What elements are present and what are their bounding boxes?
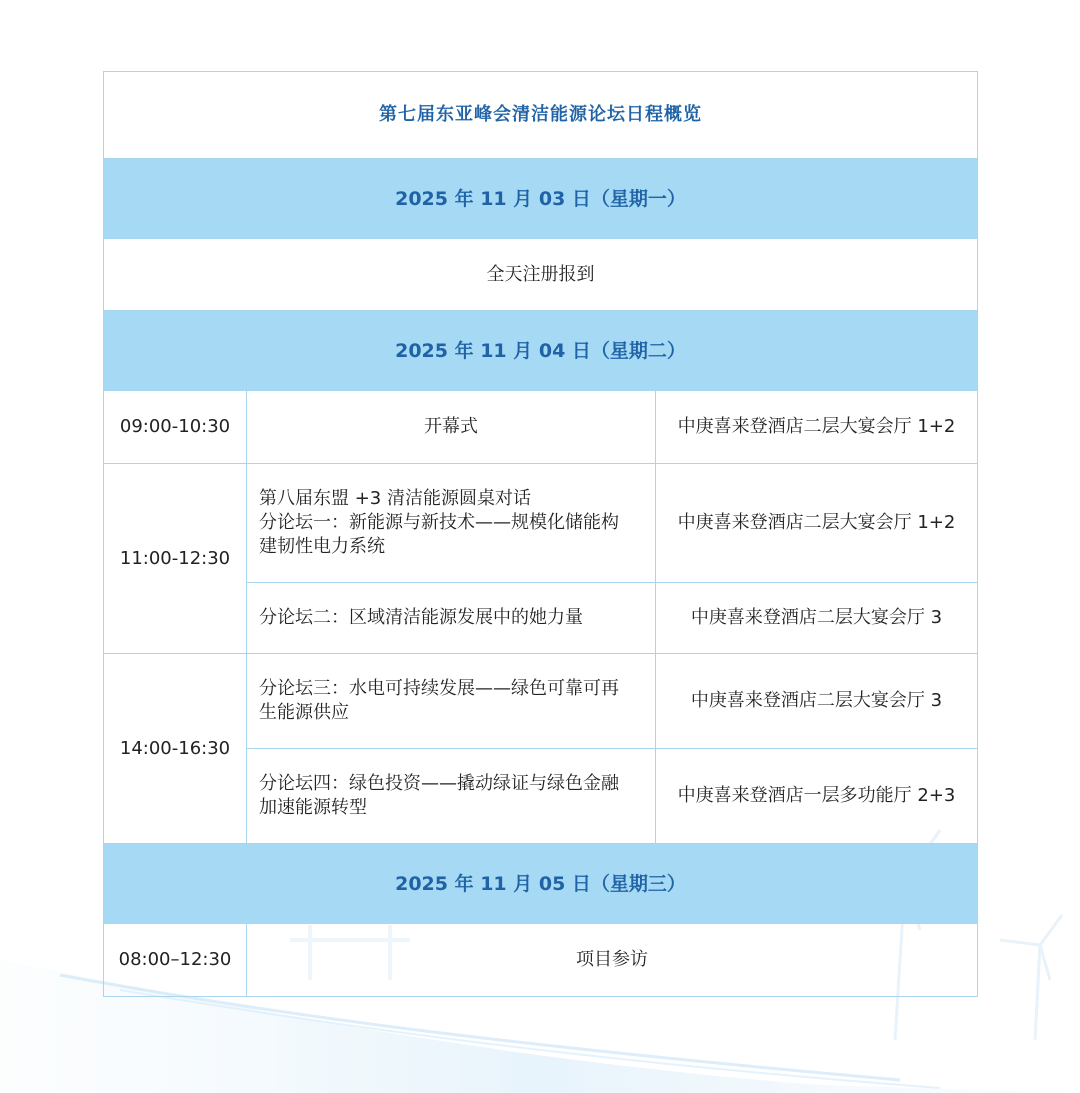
venue: 中庚喜来登酒店二层大宴会厅 1+2	[656, 391, 978, 464]
session-line: 开幕式	[424, 416, 478, 437]
session-title	[247, 583, 656, 654]
table-row	[104, 464, 978, 583]
time-slot: 14:00-16:30	[104, 654, 247, 844]
session-line: 第八届东盟 +3 清洁能源圆桌对话	[259, 488, 531, 509]
title-row	[104, 72, 978, 159]
day-header-row	[104, 311, 978, 391]
session-line: 分论坛一：新能源与新技术——规模化储能构	[259, 512, 619, 533]
day-date: 2025 年 11 月 03 日（星期一）	[104, 159, 978, 239]
table-row	[104, 391, 978, 464]
page-title: 第七届东亚峰会清洁能源论坛日程概览	[104, 72, 978, 159]
session-line: 生能源供应	[259, 702, 349, 723]
day-header-row	[104, 159, 978, 239]
registration-row	[104, 239, 978, 311]
session-title	[247, 654, 656, 749]
time-slot: 11:00-12:30	[104, 464, 247, 654]
wind-turbine-icon	[1000, 915, 1062, 1040]
time-slot: 08:00–12:30	[104, 924, 247, 997]
table-row	[104, 654, 978, 749]
session-line: 加速能源转型	[259, 797, 367, 818]
day-date: 2025 年 11 月 05 日（星期三）	[104, 844, 978, 924]
schedule-table	[103, 71, 978, 997]
session-line: 建韧性电力系统	[259, 536, 385, 557]
activity: 项目参访	[247, 924, 978, 997]
table-row	[104, 924, 978, 997]
session-line: 分论坛二：区域清洁能源发展中的她力量	[259, 607, 583, 628]
venue: 中庚喜来登酒店二层大宴会厅 3	[656, 583, 978, 654]
session-line: 分论坛三：水电可持续发展——绿色可靠可再	[259, 678, 619, 699]
session-title	[247, 464, 656, 583]
registration-note: 全天注册报到	[104, 239, 978, 311]
venue: 中庚喜来登酒店二层大宴会厅 1+2	[656, 464, 978, 583]
venue: 中庚喜来登酒店二层大宴会厅 3	[656, 654, 978, 749]
venue: 中庚喜来登酒店一层多功能厅 2+3	[656, 749, 978, 844]
session-title	[247, 749, 656, 844]
day-date: 2025 年 11 月 04 日（星期二）	[104, 311, 978, 391]
session-line: 分论坛四：绿色投资——撬动绿证与绿色金融	[259, 773, 619, 794]
session-title	[247, 391, 656, 464]
time-slot: 09:00-10:30	[104, 391, 247, 464]
day-header-row	[104, 844, 978, 924]
